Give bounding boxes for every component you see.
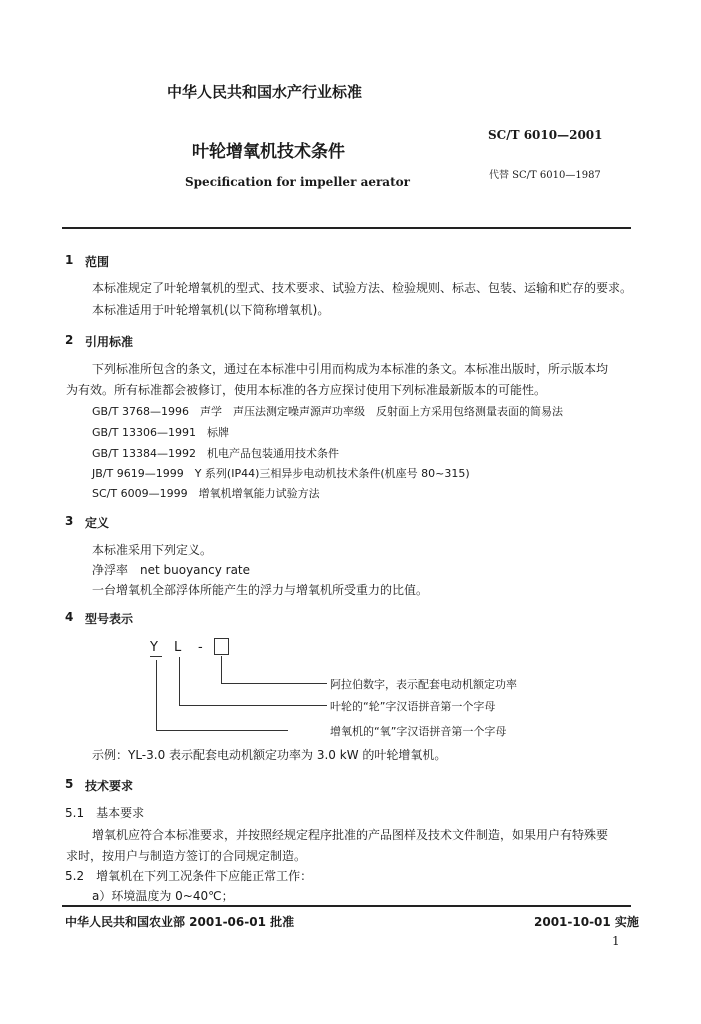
subsection-5-1-heading: 5.1 基本要求 <box>65 806 145 820</box>
section-2-title: 引用标准 <box>85 335 134 349</box>
subsection-5-1-para-line-1: 增氧机应符合本标准要求，并按照经规定程序批准的产品图样及技术文件制造，如果用户有特殊要 <box>92 828 609 842</box>
document-title: 叶轮增氧机技术条件 <box>192 142 345 162</box>
power-placeholder-box <box>214 638 229 655</box>
issuing-agency: 中华人民共和国水产行业标准 <box>167 83 363 101</box>
section-1-title: 范围 <box>85 255 110 269</box>
section-1-para-2: 本标准适用于叶轮增氧机(以下简称增氧机)。 <box>92 303 330 317</box>
definition-text: 一台增氧机全部浮体所能产生的浮力与增氧机所受重力的比值。 <box>92 583 429 597</box>
model-label-aerator: 增氧机的“氧”字汉语拼音第一个字母 <box>330 725 507 738</box>
section-2-para-line-1: 下列标准所包含的条文，通过在本标准中引用而构成为本标准的条文。本标准出版时，所示版本均 <box>92 362 609 376</box>
section-2-para-line-2: 为有效。所有标准都会被修订，使用本标准的各方应探讨使用下列标准最新版本的可能性。 <box>66 383 547 397</box>
section-3-number: 3 <box>65 514 74 528</box>
model-dash: - <box>198 640 203 655</box>
leader-line <box>179 705 327 706</box>
section-3-title: 定义 <box>85 516 110 530</box>
subsection-5-2-heading: 5.2 增氧机在下列工况条件下应能正常工作： <box>65 869 313 883</box>
section-5-number: 5 <box>65 777 74 791</box>
model-example: 示例：YL-3.0 表示配套电动机额定功率为 3.0 kW 的叶轮增氧机。 <box>92 748 447 762</box>
section-5-title: 技术要求 <box>85 779 134 793</box>
section-1-para-1: 本标准规定了叶轮增氧机的型式、技术要求、试验方法、检验规则、标志、包装、运输和贮存的要求。 <box>92 281 633 295</box>
implementation-date: 2001-10-01 实施 <box>534 915 639 929</box>
model-label-impeller: 叶轮的“轮”字汉语拼音第一个字母 <box>330 700 496 713</box>
section-2-number: 2 <box>65 333 74 347</box>
replaces-standard: 代替 SC/T 6010—1987 <box>489 170 601 181</box>
approval-note: 中华人民共和国农业部 2001-06-01 批准 <box>65 915 295 929</box>
leader-line <box>156 660 157 731</box>
underline-y <box>150 656 162 657</box>
reference-item: GB/T 13384—1992 机电产品包装通用技术条件 <box>92 447 339 460</box>
reference-item: JB/T 9619—1999 Y 系列(IP44)三相异步电动机技术条件(机座号 80~315) <box>92 467 470 480</box>
reference-item: SC/T 6009—1999 增氧机增氧能力试验方法 <box>92 487 320 500</box>
model-letter-l: L <box>174 640 182 655</box>
document-title-english: Specification for impeller aerator <box>185 175 410 189</box>
section-3-para: 本标准采用下列定义。 <box>92 543 213 557</box>
section-4-title: 型号表示 <box>85 612 134 626</box>
section-4-number: 4 <box>65 610 74 624</box>
subsection-5-1-para-line-2: 求时，按用户与制造方签订的合同规定制造。 <box>66 849 307 863</box>
leader-line <box>156 730 288 731</box>
reference-item: GB/T 13306—1991 标牌 <box>92 426 229 439</box>
leader-line <box>179 657 180 706</box>
page-number: 1 <box>612 934 620 948</box>
footer-rule <box>62 905 631 907</box>
leader-line <box>221 656 222 684</box>
list-item-a: a）环境温度为 0~40℃； <box>92 889 234 903</box>
header-rule <box>62 227 631 229</box>
standard-number: SC/T 6010—2001 <box>488 128 603 142</box>
reference-item: GB/T 3768—1996 声学 声压法测定噪声源声功率级 反射面上方采用包络测量表面的简易法 <box>92 405 563 418</box>
section-1-number: 1 <box>65 253 74 267</box>
definition-term: 净浮率 net buoyancy rate <box>92 563 251 577</box>
model-letter-y: Y <box>150 640 158 655</box>
model-label-power: 阿拉伯数字，表示配套电动机额定功率 <box>330 678 517 691</box>
leader-line <box>221 683 327 684</box>
